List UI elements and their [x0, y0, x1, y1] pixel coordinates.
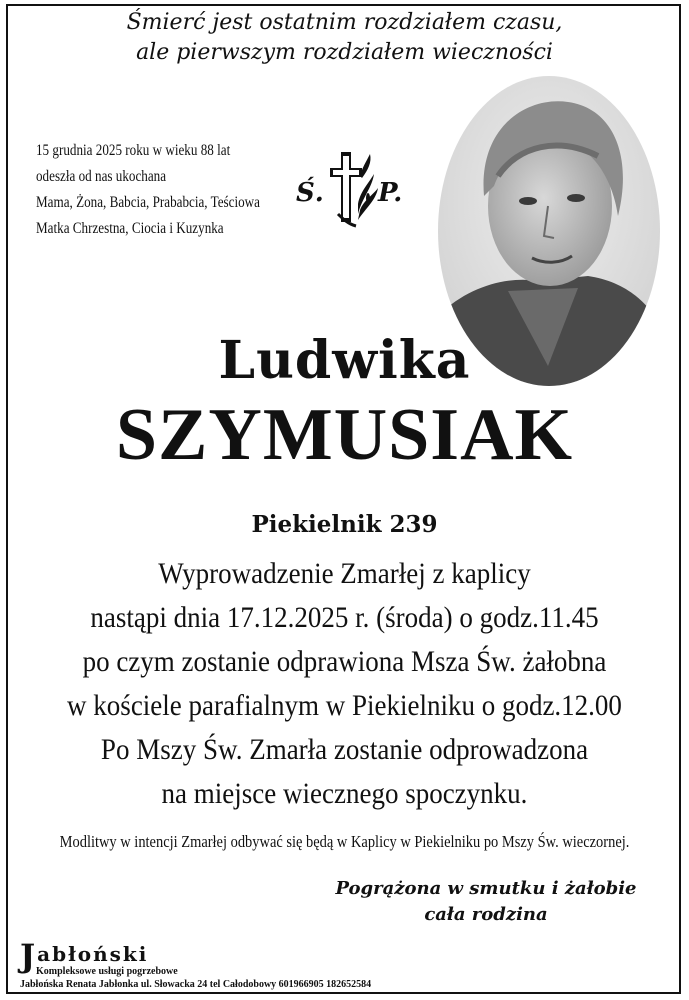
ceremony-line: Wyprowadzenie Zmarłej z kaplicy — [158, 557, 531, 590]
logo-text: abłoński — [37, 942, 149, 966]
cross-and-candle-icon — [328, 148, 382, 230]
sp-letter-s: Ś. — [296, 178, 324, 208]
ceremony-line: na miejsce wiecznego spoczynku. — [161, 777, 528, 810]
prayer-note: Modlitwy w intencji Zmarłej odbywać się będą w Kaplicy w Piekielniku po Mszy Św. wieczornej. — [59, 832, 630, 851]
address: Piekielnik 239 — [251, 511, 438, 538]
first-name: Ludwika — [218, 330, 471, 391]
sp-emblem — [296, 148, 406, 238]
motto-line-2: ale pierwszym rozdziałem wieczności — [136, 40, 553, 65]
mourners-signature — [322, 876, 650, 928]
ceremony-text — [34, 552, 654, 816]
ceremony-line: w kościele parafialnym w Piekielniku o godz.12.00 — [67, 689, 622, 722]
ceremony-line: po czym zostanie odprawiona Msza Św. żałobna — [82, 645, 607, 678]
intro-text — [36, 138, 260, 242]
intro-line: Mama, Żona, Babcia, Prababcia, Teściowa — [36, 194, 260, 211]
last-name: SZYMUSIAK — [115, 394, 574, 476]
sp-letter-p: P. — [378, 178, 403, 208]
ceremony-line: nastąpi dnia 17.12.2025 r. (środa) o godz.11.45 — [90, 601, 599, 634]
intro-line: Matka Chrzestna, Ciocia i Kuzynka — [36, 220, 224, 237]
funeral-home-footer — [20, 937, 372, 991]
intro-line: 15 grudnia 2025 roku w wieku 88 lat — [36, 142, 231, 159]
motto — [0, 8, 689, 68]
funeral-home-subtitle: Kompleksowe usługi pogrzebowe — [36, 966, 178, 977]
intro-line: odeszła od nas ukochana — [36, 168, 167, 185]
funeral-home-contact: Jabłońska Renata Jabłonka ul. Słowacka 24 tel Całodobowy 601966905 182652584 — [20, 979, 372, 990]
motto-line-1: Śmierć jest ostatnim rozdziałem czasu, — [126, 10, 563, 35]
mourners-line-2: cała rodzina — [424, 904, 548, 925]
ceremony-line: Po Mszy Św. Zmarła zostanie odprowadzona — [100, 733, 589, 766]
mourners-line-1: Pogrążona w smutku i żałobie — [335, 878, 637, 899]
logo-initial: J — [20, 937, 38, 975]
